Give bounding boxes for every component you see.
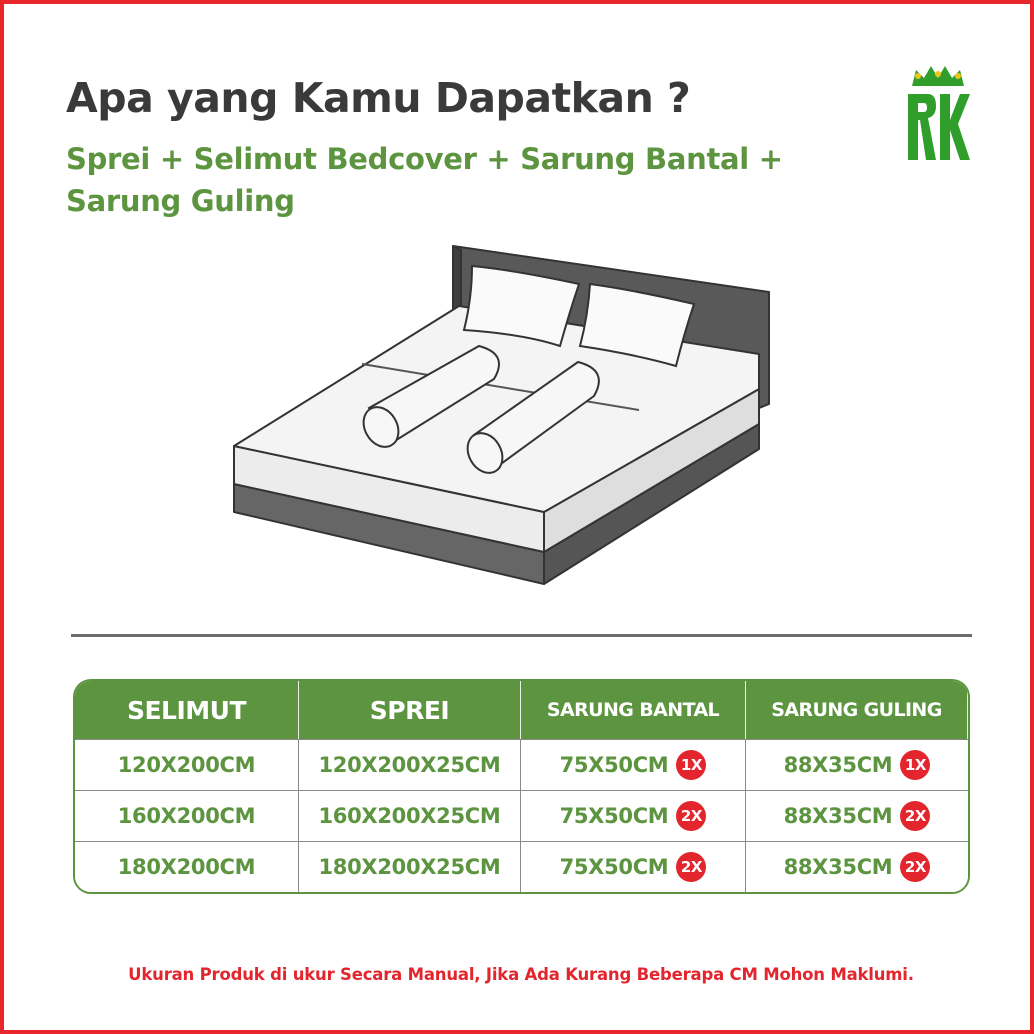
bantal-size: 75X50CM	[559, 753, 669, 777]
cell-bantal	[521, 739, 746, 790]
page-subtitle: Sprei + Selimut Bedcover + Sarung Bantal + Sarung Guling	[66, 142, 783, 218]
cell-selimut: 120X200CM	[75, 739, 299, 790]
brand-logo	[902, 64, 974, 168]
header-sarung-bantal: SARUNG BANTAL	[521, 681, 746, 739]
rk-letters-icon	[908, 94, 970, 160]
bed-illustration	[224, 234, 784, 604]
cell-bantal	[521, 790, 746, 841]
quantity-badge: 1X	[676, 750, 706, 780]
guling-size: 88X35CM	[783, 753, 893, 777]
cell-sprei: 180X200X25CM	[299, 841, 521, 892]
bantal-size: 75X50CM	[559, 804, 669, 828]
quantity-badge: 2X	[676, 852, 706, 882]
guling-size: 88X35CM	[783, 855, 893, 879]
disclaimer-note: Ukuran Produk di ukur Secara Manual, Jika Ada Kurang Beberapa CM Mohon Maklumi.	[128, 965, 914, 984]
cell-bantal	[521, 841, 746, 892]
cell-guling	[746, 739, 968, 790]
header-sprei: SPREI	[299, 681, 521, 739]
cell-selimut: 180X200CM	[75, 841, 299, 892]
quantity-badge: 2X	[900, 801, 930, 831]
guling-size: 88X35CM	[783, 804, 893, 828]
quantity-badge: 2X	[676, 801, 706, 831]
section-divider	[71, 634, 972, 637]
quantity-badge: 2X	[900, 852, 930, 882]
page-title: Apa yang Kamu Dapatkan ?	[66, 74, 691, 122]
quantity-badge: 1X	[900, 750, 930, 780]
cell-selimut: 160X200CM	[75, 790, 299, 841]
size-table	[73, 679, 970, 894]
header-sarung-guling: SARUNG GULING	[746, 681, 968, 739]
cell-sprei: 120X200X25CM	[299, 739, 521, 790]
cell-guling	[746, 790, 968, 841]
header-selimut: SELIMUT	[75, 681, 299, 739]
crown-icon	[912, 66, 964, 86]
cell-guling	[746, 841, 968, 892]
cell-sprei: 160X200X25CM	[299, 790, 521, 841]
bantal-size: 75X50CM	[559, 855, 669, 879]
